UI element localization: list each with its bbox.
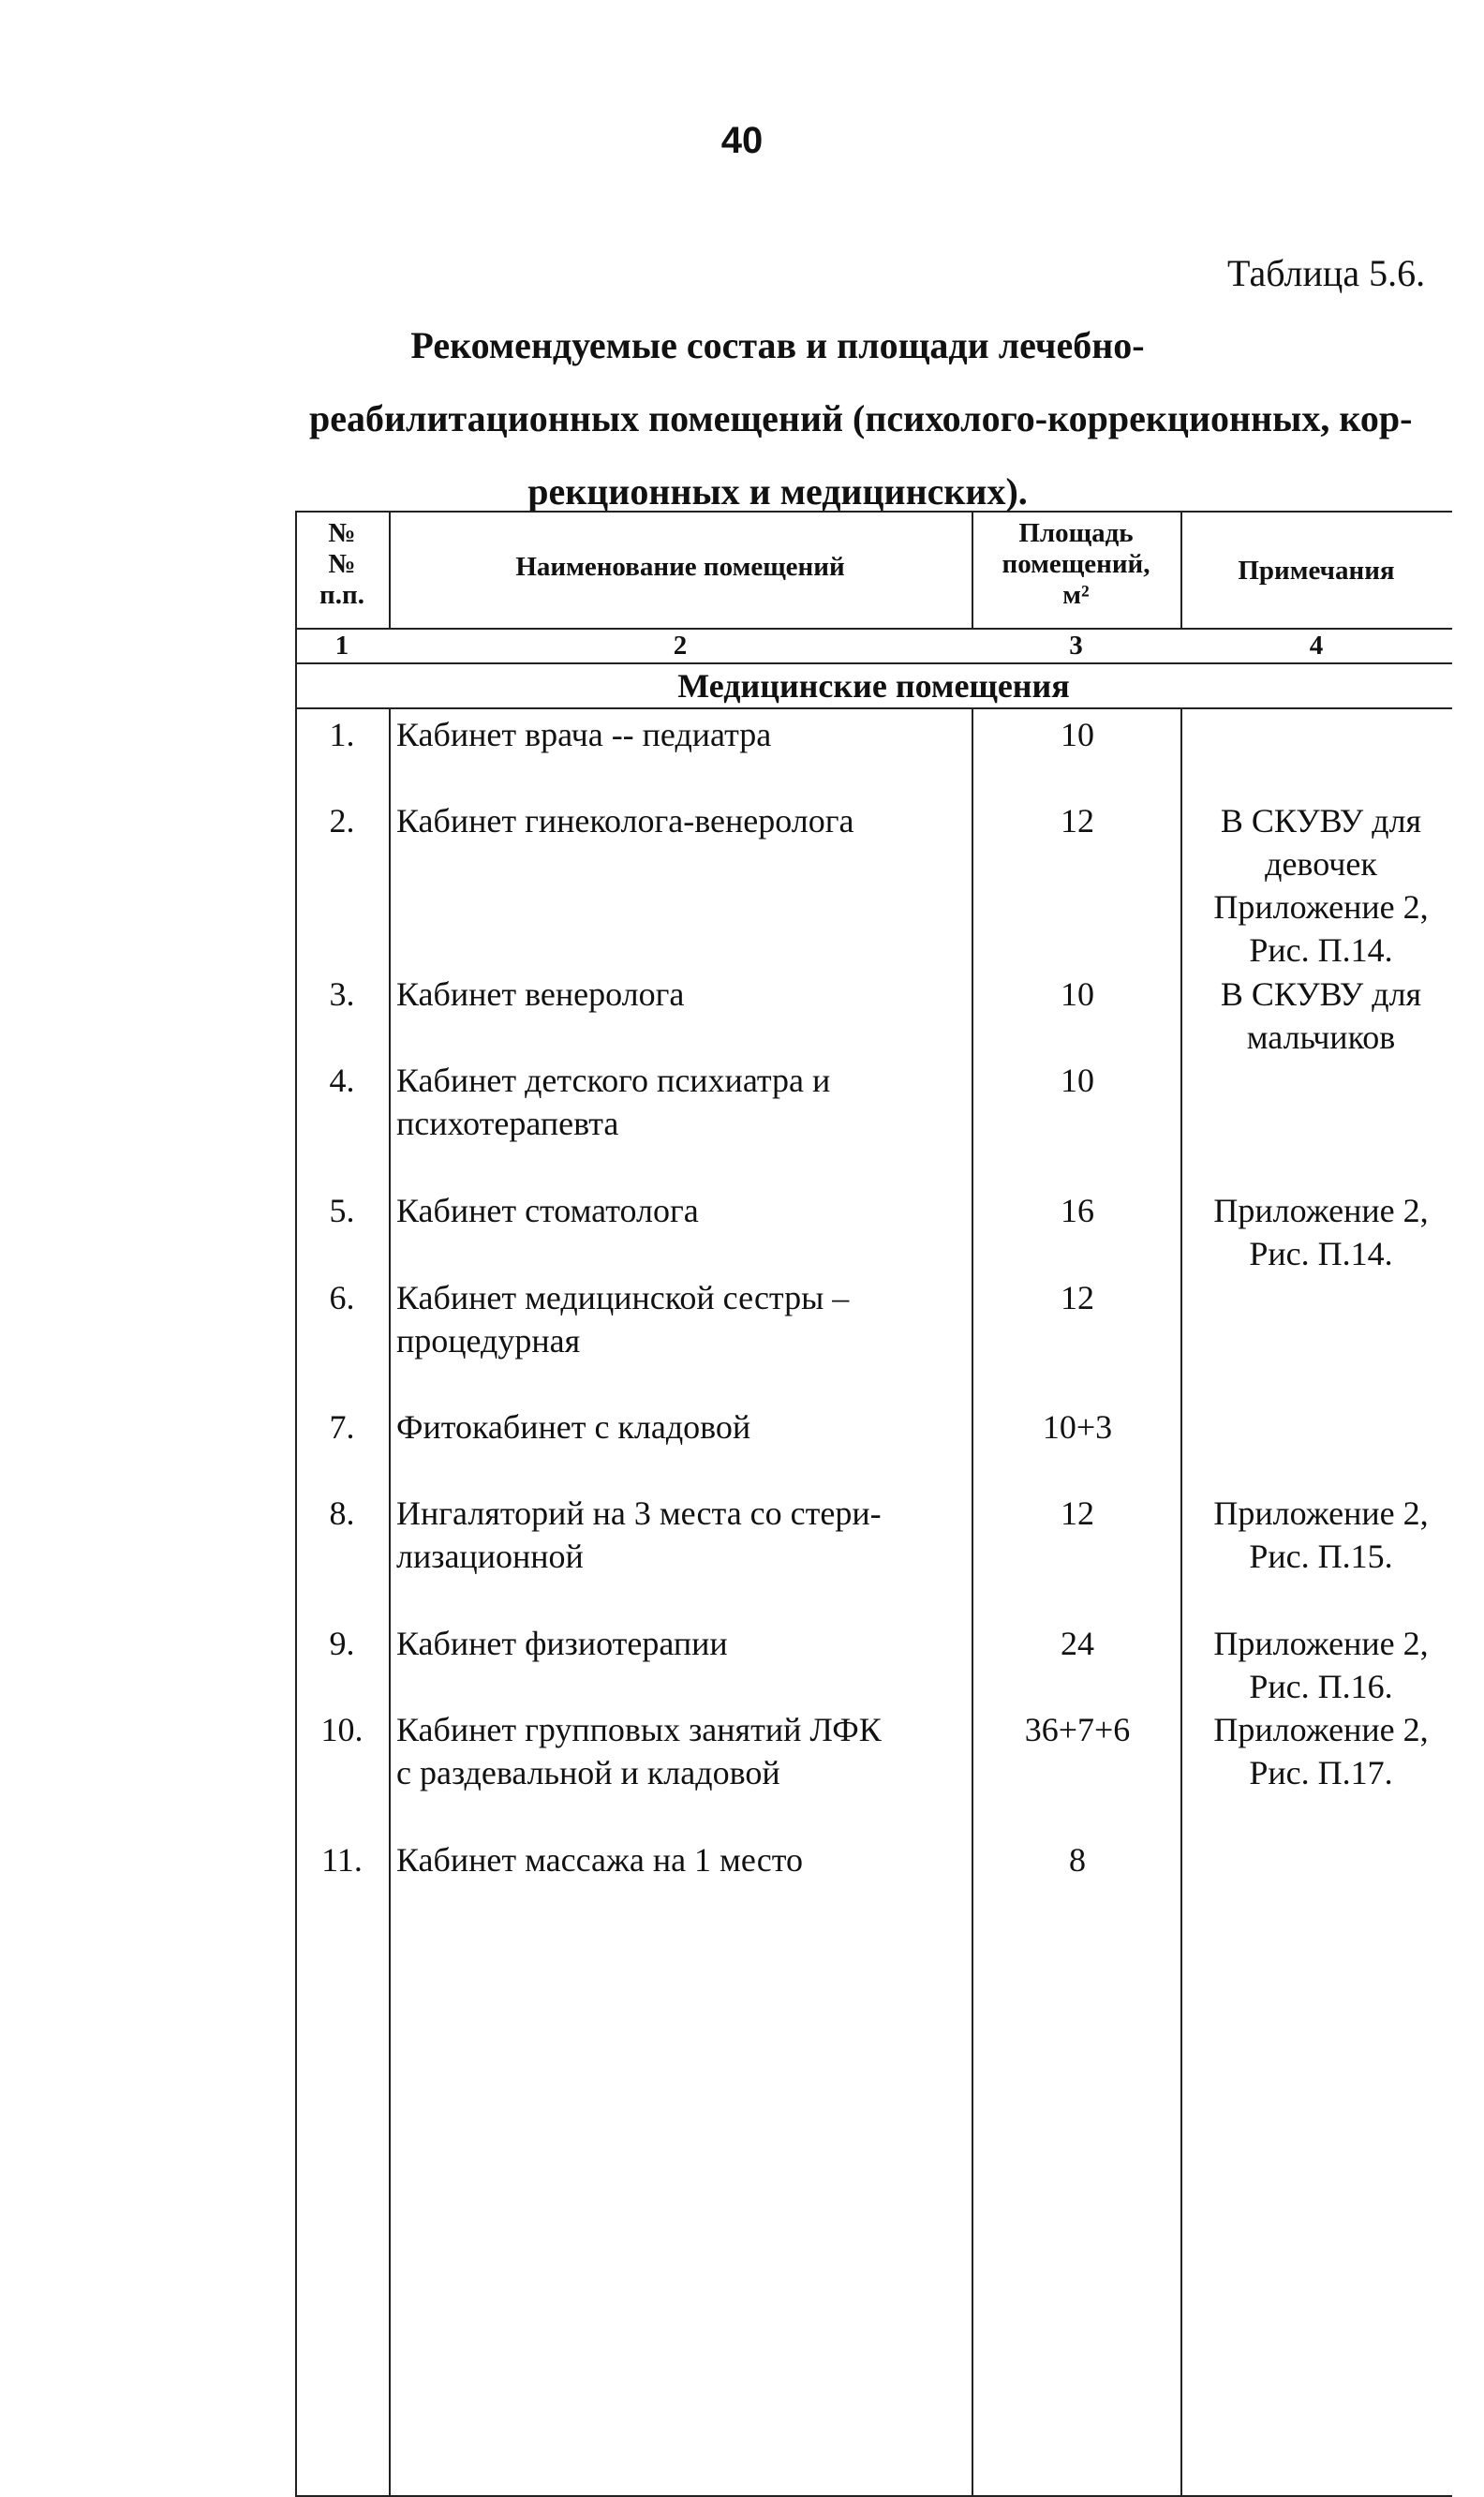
header-note: Примечания bbox=[1238, 556, 1395, 586]
room-name-line: Кабинет стоматолога bbox=[396, 1192, 699, 1229]
room-name bbox=[396, 973, 958, 1016]
column-number: 3 bbox=[1069, 631, 1083, 661]
note-line: Рис. П.14. bbox=[1249, 931, 1393, 969]
row-number: 2. bbox=[329, 802, 355, 840]
room-name-line: Ингаляторий на 3 места со стери- bbox=[396, 1494, 882, 1532]
note-line: мальчиков bbox=[1246, 1018, 1396, 1056]
note-line: Приложение 2, bbox=[1213, 1494, 1429, 1532]
header-num-line: п.п. bbox=[319, 580, 364, 610]
room-area: 12 bbox=[1061, 1494, 1094, 1532]
column-divider bbox=[1180, 707, 1182, 2497]
header-area-line: Площадь bbox=[1018, 518, 1134, 548]
room-name bbox=[396, 1622, 958, 1665]
room-name bbox=[396, 1276, 958, 1362]
room-area: 12 bbox=[1061, 1279, 1094, 1316]
room-area: 24 bbox=[1061, 1625, 1094, 1662]
row-number: 11. bbox=[321, 1841, 363, 1879]
table-border-top bbox=[295, 511, 1452, 513]
row-number: 5. bbox=[329, 1192, 355, 1229]
room-name bbox=[396, 1405, 958, 1449]
note-line: девочек bbox=[1265, 845, 1377, 883]
room-area: 10 bbox=[1061, 975, 1094, 1013]
room-note bbox=[1190, 973, 1452, 1059]
table-title bbox=[309, 309, 1413, 528]
column-number: 4 bbox=[1309, 631, 1324, 661]
room-name-line: Кабинет врача -- педиатра bbox=[396, 716, 772, 753]
rooms-table bbox=[295, 511, 1452, 2497]
header-name: Наименование помещений bbox=[515, 552, 845, 582]
room-name bbox=[396, 713, 958, 756]
row-number: 3. bbox=[329, 975, 355, 1013]
header-num-line: № bbox=[328, 549, 356, 579]
note-line: Рис. П.17. bbox=[1249, 1754, 1393, 1791]
note-line: Рис. П.16. bbox=[1249, 1668, 1393, 1705]
column-number: 1 bbox=[334, 631, 349, 661]
note-line: Приложение 2, bbox=[1213, 1625, 1429, 1662]
row-number: 1. bbox=[329, 716, 355, 753]
header-num-line: № bbox=[328, 518, 356, 548]
room-note bbox=[1190, 1189, 1452, 1275]
title-line: реабилитационных помещений (психолого-коррекционных, кор- bbox=[309, 397, 1413, 439]
room-name bbox=[396, 1189, 958, 1232]
note-line: Приложение 2, bbox=[1213, 1711, 1429, 1748]
room-name-line: с раздевальной и кладовой bbox=[396, 1754, 780, 1791]
note-line: Рис. П.15. bbox=[1249, 1538, 1393, 1575]
room-area: 16 bbox=[1061, 1192, 1094, 1229]
header-divider bbox=[295, 628, 1452, 630]
room-name-line: Кабинет медицинской сестры – bbox=[396, 1279, 850, 1316]
room-area: 12 bbox=[1061, 802, 1094, 840]
room-name-line: Кабинет групповых занятий ЛФК bbox=[396, 1711, 882, 1748]
note-line: Приложение 2, bbox=[1213, 888, 1429, 926]
page-number: 40 bbox=[720, 120, 764, 161]
row-number: 9. bbox=[329, 1625, 355, 1662]
section-divider bbox=[295, 707, 1452, 709]
row-number: 10. bbox=[320, 1711, 364, 1748]
header-area-line: м² bbox=[1062, 580, 1090, 610]
room-note bbox=[1190, 1708, 1452, 1794]
room-area: 36+7+6 bbox=[1024, 1711, 1131, 1748]
room-note bbox=[1190, 799, 1452, 972]
room-area: 10+3 bbox=[1042, 1408, 1113, 1446]
row-number: 8. bbox=[329, 1494, 355, 1532]
header-divider bbox=[295, 662, 1452, 664]
note-line: В СКУВУ для bbox=[1220, 975, 1422, 1013]
room-name-line: психотерапевта bbox=[396, 1105, 619, 1142]
room-area: 10 bbox=[1061, 716, 1094, 753]
room-name-line: Кабинет массажа на 1 место bbox=[396, 1841, 803, 1879]
title-line: рекционных и медицинских). bbox=[527, 470, 1028, 513]
room-note bbox=[1190, 1622, 1452, 1708]
title-line: Рекомендуемые состав и площади лечебно- bbox=[410, 324, 1145, 366]
room-name-line: Кабинет венеролога bbox=[396, 975, 685, 1013]
room-name-line: Кабинет физиотерапии bbox=[396, 1625, 728, 1662]
table-label: Таблица 5.6. bbox=[1227, 252, 1426, 294]
header-area-line: помещений, bbox=[1002, 549, 1150, 579]
note-line: Приложение 2, bbox=[1213, 1192, 1429, 1229]
column-number: 2 bbox=[673, 631, 688, 661]
room-name bbox=[396, 1059, 958, 1145]
column-divider bbox=[972, 707, 973, 2497]
room-name bbox=[396, 799, 958, 842]
room-name-line: процедурная bbox=[396, 1322, 581, 1360]
room-note bbox=[1190, 1492, 1452, 1578]
note-line: В СКУВУ для bbox=[1220, 802, 1422, 840]
row-number: 7. bbox=[329, 1408, 355, 1446]
room-name-line: лизационной bbox=[396, 1538, 584, 1575]
column-divider bbox=[389, 707, 391, 2497]
room-name-line: Кабинет детского психиатра и bbox=[396, 1062, 831, 1099]
header-area bbox=[972, 518, 1180, 611]
row-number: 4. bbox=[329, 1062, 355, 1099]
room-area: 10 bbox=[1061, 1062, 1094, 1099]
room-name-line: Кабинет гинеколога-венеролога bbox=[396, 802, 854, 840]
room-name bbox=[396, 1708, 958, 1794]
room-area: 8 bbox=[1069, 1841, 1086, 1879]
header-num bbox=[295, 518, 389, 611]
note-line: Рис. П.14. bbox=[1249, 1235, 1393, 1272]
section-title: Медицинские помещения bbox=[677, 667, 1070, 705]
row-number: 6. bbox=[329, 1279, 355, 1316]
room-name-line: Фитокабинет с кладовой bbox=[396, 1408, 751, 1446]
room-name bbox=[396, 1492, 958, 1578]
room-name bbox=[396, 1838, 958, 1881]
